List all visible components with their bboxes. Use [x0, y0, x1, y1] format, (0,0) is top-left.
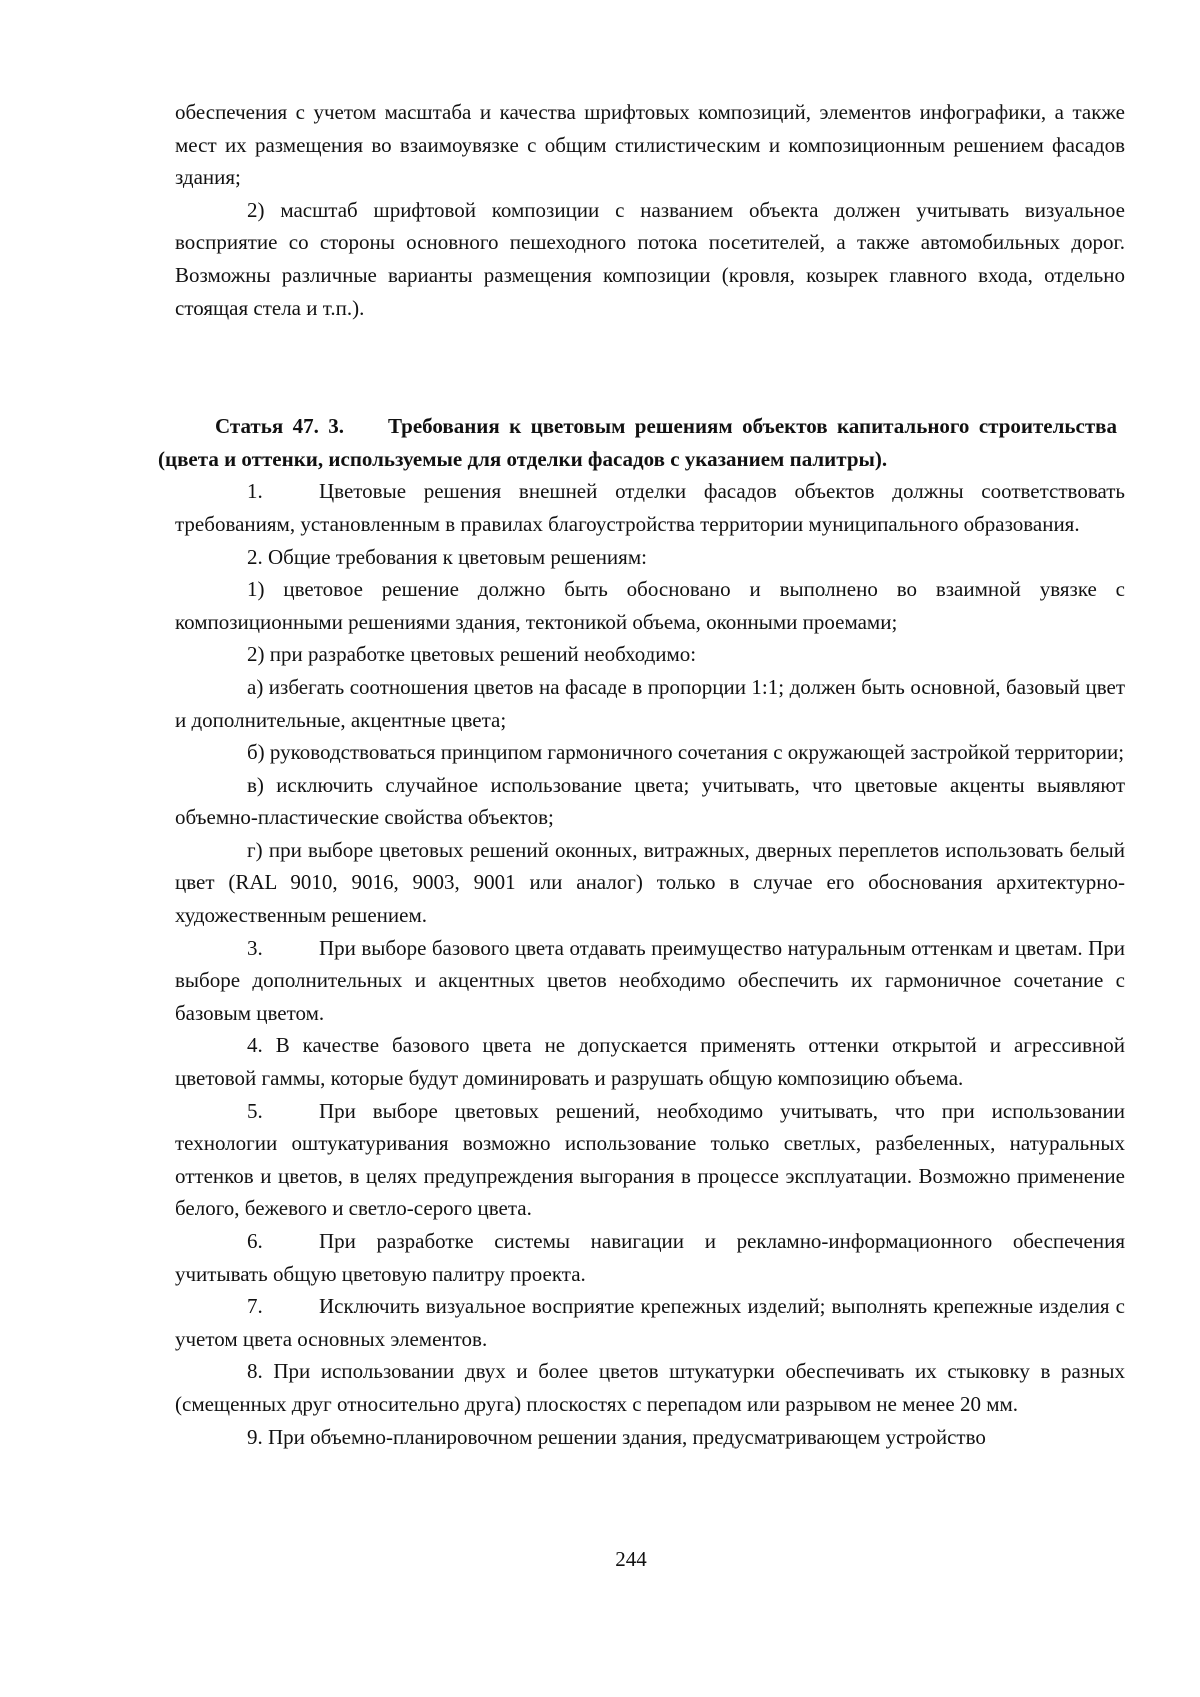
paragraph-6 — [175, 1225, 1125, 1290]
item-text: При выборе цветовых решений, необходимо учитывать, что при использовании технологии оштукатуривания возможно использование только светлых, разбеленных, натуральных оттенков и цветов, в целях предупреждения выгорания в процессе эксплуатации. Возможно применение белого, бежевого и светло-серого цвета. — [175, 1098, 1125, 1221]
item-text: Цветовые решения внешней отделки фасадов объектов должны соответствовать требованиям, установленным в правилах благоустройства территории муниципального образования. — [175, 479, 1125, 536]
item-number: 1. — [247, 479, 263, 504]
item-number: 3. — [247, 935, 263, 960]
item-text: При разработке системы навигации и рекламно-информационного обеспечения учитывать общую цветовую палитру проекта. — [175, 1229, 1125, 1286]
item-text: Исключить визуальное восприятие крепежных изделий; выполнять крепежные изделия с учетом цвета основных элементов. — [175, 1294, 1125, 1351]
paragraph-continuation: обеспечения с учетом масштаба и качества шрифтовых композиций, элементов инфографики, а также мест их размещения во взаимоувязке с общим стилистическим и композиционным решением фасадов здания; — [175, 100, 1125, 190]
article-heading — [158, 410, 1125, 475]
page-number-text: 244 — [615, 1547, 647, 1571]
paragraph-2-1: 1) цветовое решение должно быть обосновано и выполнено во взаимной увязке с композиционными решениями здания, тектоникой объема, оконными проемами; — [175, 577, 1125, 634]
item-text: При выборе базового цвета отдавать преимущество натуральным оттенкам и цветам. При выборе дополнительных и акцентных цветов необходимо обеспечить их гармоничное сочетание с базовым цветом. — [175, 935, 1125, 1025]
paragraph-2-2-a: а) избегать соотношения цветов на фасаде в пропорции 1:1; должен быть основной, базовый цвет и дополнительные, акцентные цвета; — [175, 674, 1125, 732]
paragraph-2: 2. Общие требования к цветовым решениям: — [247, 544, 647, 569]
paragraph-1 — [175, 475, 1125, 540]
paragraph-5 — [175, 1095, 1125, 1225]
item-number: 6. — [247, 1229, 263, 1253]
paragraph-2-2: 2) при разработке цветовых решений необходимо: — [247, 642, 697, 667]
paragraph-item-2-signage-scale: 2) масштаб шрифтовой композиции с названием объекта должен учитывать визуальное восприятие со стороны основного пешеходного потока посетителей, а также автомобильных дорог. Возможны различные варианты размещения композиции (кровля, козырек главного входа, отдельно стоящая стела и т.п.). — [175, 197, 1125, 320]
paragraph-9: 9. При объемно-планировочном решении здания, предусматривающем устройство — [247, 1424, 986, 1449]
paragraph-4: 4. В качестве базового цвета не допускается применять оттенки открытой и агрессивной цветовой гаммы, которые будут доминировать и разрушать общую композицию объема. — [175, 1033, 1125, 1091]
paragraph-8: 8. При использовании двух и более цветов штукатурки обеспечивать их стыковку в разных (смещенных друг относительно друга) плоскостях с перепадом или разрывом не менее 20 мм. — [175, 1359, 1125, 1416]
document-page — [158, 96, 1125, 1453]
paragraph-2-2-b: б) руководствоваться принципом гармоничного сочетания с окружающей застройкой территории; — [247, 740, 1125, 765]
page-number — [0, 1547, 1200, 1572]
paragraph-2-2-g: г) при выборе цветовых решений оконных, витражных, дверных переплетов использовать белый цвет (RAL 9010, 9016, 9003, 9001 или аналог) только в случае его обоснования архитектурно-художественным решением. — [175, 837, 1125, 928]
item-number: 5. — [247, 1098, 263, 1123]
item-number: 7. — [247, 1294, 263, 1319]
article-title: Требования к цветовым решениям объектов капитального строительства (цвета и оттенки, используемые для отделки фасадов с указанием палитры). — [158, 414, 1117, 471]
article-label: Статья 47. 3. — [215, 414, 344, 439]
paragraph-2-2-v: в) исключить случайное использование цвета; учитывать, что цветовые акценты выявляют объемно-пластические свойства объектов; — [175, 772, 1125, 830]
paragraph-7 — [175, 1290, 1125, 1355]
paragraph-3 — [175, 932, 1125, 1030]
